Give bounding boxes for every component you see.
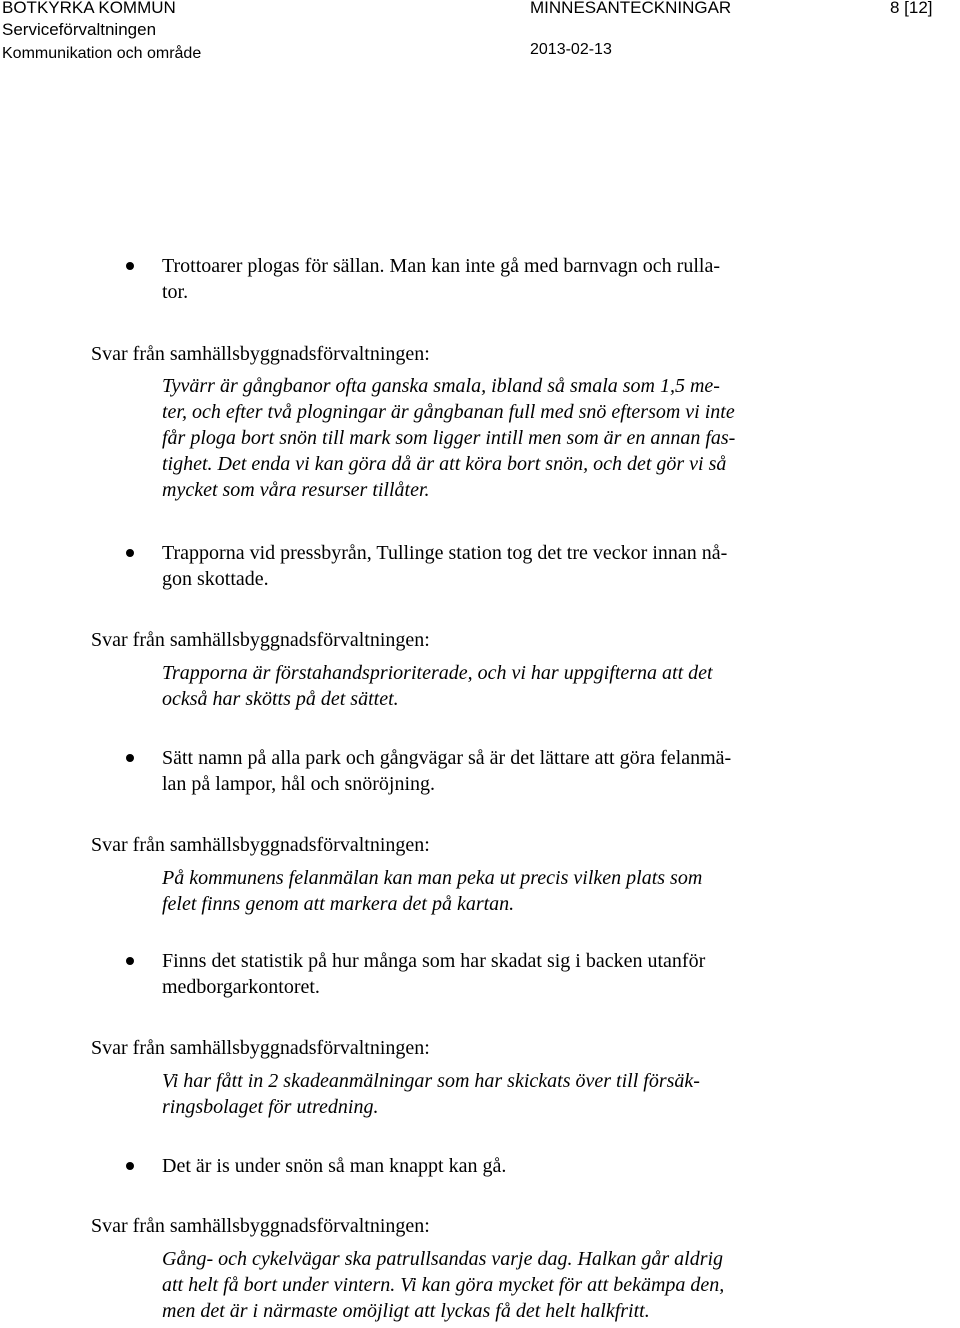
- answer-text: [162, 1068, 852, 1120]
- answer-line: ter, och efter två plogningar är gångbanan full med snö eftersom vi inte: [162, 401, 735, 423]
- bullet-dot-icon: [126, 549, 134, 557]
- page-header: [0, 0, 960, 70]
- answer-line: också har skötts på det sättet.: [162, 688, 399, 710]
- question-line: gon skottade.: [162, 568, 269, 590]
- header-dept: Serviceförvaltningen: [2, 20, 157, 39]
- header-page-number: 8 [12]: [890, 0, 933, 17]
- answer-line: felet finns genom att markera det på kartan.: [162, 893, 515, 915]
- bullet-dot-icon: [126, 262, 134, 270]
- question-item: [162, 948, 852, 1000]
- header-date: 2013-02-13: [530, 41, 612, 58]
- answer-source-label: Svar från samhällsbyggnadsförvaltningen:: [91, 834, 430, 856]
- answer-line: mycket som våra resurser tillåter.: [162, 479, 430, 501]
- question-item: [162, 253, 852, 305]
- bullet-dot-icon: [126, 1162, 134, 1170]
- answer-text: [162, 660, 852, 712]
- question-line: lan på lampor, hål och snöröjning.: [162, 773, 436, 795]
- answer-line: Gång- och cykelvägar ska patrullsandas varje dag. Halkan går aldrig: [162, 1248, 724, 1270]
- bullet-dot-icon: [126, 957, 134, 965]
- answer-text: [162, 373, 852, 503]
- answer-source-label: Svar från samhällsbyggnadsförvaltningen:: [91, 1215, 430, 1237]
- question-line: medborgarkontoret.: [162, 976, 320, 998]
- answer-line: men det är i närmaste omöjligt att lyckas få det helt halkfritt.: [162, 1300, 650, 1322]
- answer-text: [162, 1246, 852, 1324]
- answer-line: Vi har fått in 2 skadeanmälningar som har skickats över till försäk-: [162, 1070, 700, 1092]
- question-line: Trapporna vid pressbyrån, Tullinge station tog det tre veckor innan nå-: [162, 542, 728, 564]
- header-unit: Kommunikation och område: [2, 45, 202, 62]
- answer-line: På kommunens felanmälan kan man peka ut precis vilken plats som: [162, 867, 703, 889]
- answer-line: får ploga bort snön till mark som ligger intill men som är en annan fas-: [162, 427, 736, 449]
- answer-line: tighet. Det enda vi kan göra då är att köra bort snön, och det gör vi så: [162, 453, 727, 475]
- bullet-dot-icon: [126, 754, 134, 762]
- question-line: Det är is under snön så man knappt kan gå.: [162, 1155, 507, 1177]
- question-line: tor.: [162, 281, 189, 303]
- question-item: [162, 745, 852, 797]
- question-line: Trottoarer plogas för sällan. Man kan inte gå med barnvagn och rulla-: [162, 255, 720, 277]
- answer-line: ringsbolaget för utredning.: [162, 1096, 379, 1118]
- question-line: Sätt namn på alla park och gångvägar så är det lättare att göra felanmä-: [162, 747, 732, 769]
- answer-source-label: Svar från samhällsbyggnadsförvaltningen:: [91, 629, 430, 651]
- header-org: BOTKYRKA KOMMUN: [2, 0, 176, 17]
- header-doc-type: MINNESANTECKNINGAR: [530, 0, 732, 17]
- answer-line: Tyvärr är gångbanor ofta ganska smala, ibland så smala som 1,5 me-: [162, 375, 720, 397]
- question-item: [162, 540, 852, 592]
- question-item: [162, 1153, 852, 1179]
- answer-source-label: Svar från samhällsbyggnadsförvaltningen:: [91, 343, 430, 365]
- answer-line: att helt få bort under vintern. Vi kan göra mycket för att bekämpa den,: [162, 1274, 725, 1296]
- answer-line: Trapporna är förstahandsprioriterade, och vi har uppgifterna att det: [162, 662, 713, 684]
- answer-text: [162, 865, 852, 917]
- answer-source-label: Svar från samhällsbyggnadsförvaltningen:: [91, 1037, 430, 1059]
- question-line: Finns det statistik på hur många som har skadat sig i backen utanför: [162, 950, 706, 972]
